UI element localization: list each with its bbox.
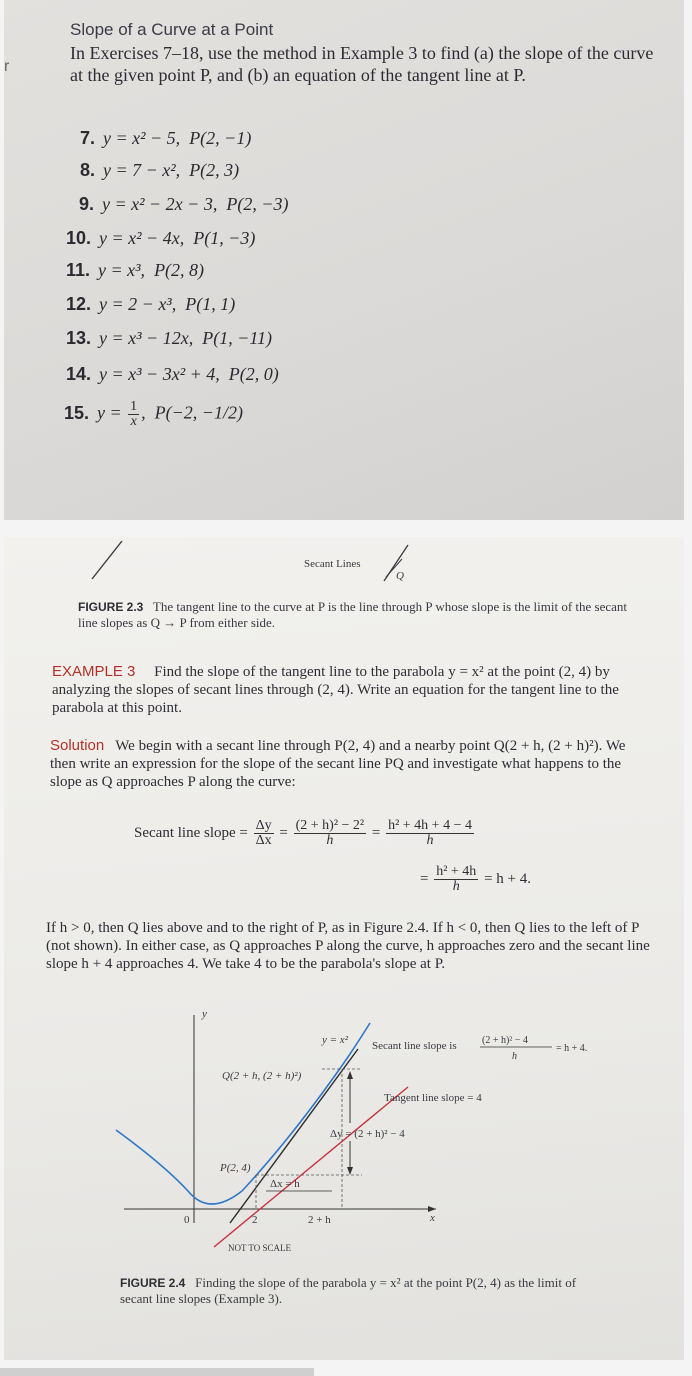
example-3-block (52, 663, 650, 717)
equation-lhs: Secant line slope (134, 824, 236, 841)
solution-label: Solution (50, 737, 105, 754)
secant-slope-equation (134, 819, 476, 848)
fraction-numerator: (2 + h)² − 2² (295, 818, 365, 833)
exercise-number: 14. (66, 364, 92, 384)
solution-text: We begin with a secant line through P(2, 4) and a nearby point Q(2 + h, (2 + h)²). We then write an expression for the slope of the secant line PQ and investigate what happens to the slope as Q approaches P along the curve: (50, 738, 626, 790)
fraction-numerator: h² + 4h (436, 864, 477, 879)
figure-2-3-label: FIGURE 2.3 (78, 600, 144, 614)
page-edge-mark: r (4, 58, 10, 75)
exercise-number: 13. (66, 328, 92, 348)
exercise-item (66, 260, 204, 281)
exercise-equation: y = 2 − x³, (99, 294, 177, 314)
equals-sign: = (371, 824, 381, 841)
dy-dx-fraction (254, 819, 274, 848)
fraction-denominator: Δx (255, 833, 272, 848)
fraction (128, 400, 139, 429)
fraction-numerator: h² + 4h + 4 − 4 (388, 818, 472, 833)
secant-fraction-numerator: (2 + h)² − 4 (482, 1035, 528, 1046)
exercise-item (66, 228, 255, 249)
equals-sign: = (420, 870, 429, 887)
textbook-photo-example (4, 537, 684, 1360)
fraction-denominator: x (130, 414, 137, 429)
exercise-item (66, 364, 279, 385)
exercise-instructions: In Exercises 7–18, use the method in Example 3 to find (a) the slope of the curve at the given point P, and (b) an equation of the tangent line at P. (70, 43, 654, 85)
difference-fraction (294, 819, 367, 848)
exercise-item (66, 328, 272, 349)
exercise-equation: y = x³, (98, 260, 146, 280)
exercise-equation: y = 7 − x², (103, 160, 181, 180)
equals-sign: = (239, 824, 248, 841)
figure-2-4-label: FIGURE 2.4 (120, 1276, 186, 1290)
x-tick-2-plus-h: 2 + h (308, 1214, 331, 1226)
exercise-point: P(−2, −1/2) (154, 402, 243, 423)
secant-fraction-denominator: h (512, 1051, 517, 1062)
curve-label: y = x² (322, 1034, 348, 1046)
exercise-item (80, 128, 251, 149)
exercise-point: P(1, 1) (185, 294, 236, 314)
fraction-numerator: 1 (130, 399, 138, 414)
exercise-number: 8. (80, 160, 96, 180)
equation-result: = h + 4. (484, 870, 531, 887)
not-to-scale-note: NOT TO SCALE (228, 1243, 292, 1253)
textbook-photo-exercises (4, 0, 684, 520)
exercise-point: P(2, −1) (189, 128, 252, 148)
analysis-paragraph: If h > 0, then Q lies above and to the right of P, as in Figure 2.4. If h < 0, then Q lies to the left of P (not shown). In either case, as Q approaches P along the curve, h approaches zero and the secant line slope h + 4 approaches 4. We take 4 to be the parabola's slope at P. (46, 920, 650, 972)
secant-slope-label: Secant line slope is (372, 1040, 457, 1052)
exercise-equation: y = x² − 4x, (99, 228, 185, 248)
exercise-number: 7. (80, 128, 96, 148)
exercise-equation: y = x³ − 3x² + 4, (99, 364, 220, 384)
section-title: Slope of a Curve at a Point (70, 20, 274, 39)
exercise-item (66, 294, 235, 315)
secant-lines-label: Secant Lines (304, 558, 361, 570)
example-text: Find the slope of the tangent line to the parabola y = x² at the point (2, 4) by analyzing the slopes of secant lines through (2, 4). Write an equation for the tangent line to the parabola at this point. (52, 664, 619, 716)
exercise-number: 11. (66, 260, 91, 280)
delta-y-arrowhead-up (347, 1071, 353, 1079)
exercise-point: P(2, −3) (226, 194, 289, 214)
point-p-label: P(2, 4) (220, 1162, 251, 1174)
exercise-number: 12. (66, 294, 92, 314)
figure-2-3-caption (78, 599, 638, 631)
exercise-equation: y = x² − 2x − 3, (102, 194, 218, 214)
exercise-point: P(2, 0) (228, 364, 279, 384)
fraction-denominator: h (426, 833, 434, 848)
point-q-label: Q (396, 570, 404, 582)
exercise-number: 9. (79, 194, 95, 214)
equals-sign: = (279, 824, 288, 841)
exercise-number: 15. (64, 402, 90, 423)
figure-2-4-caption (120, 1275, 610, 1307)
bottom-strip (0, 1368, 314, 1376)
secant-slope-equation-line2 (420, 865, 531, 894)
exercise-equation: y = x² − 5, (103, 128, 181, 148)
exercise-point: P(1, −3) (193, 228, 256, 248)
figure-2-3-caption-text: The tangent line to the curve at P is the line through P whose slope is the limit of the secant line slopes as Q → P from either side. (78, 599, 628, 630)
fraction-denominator: h (326, 833, 334, 848)
exercise-item (80, 160, 239, 181)
delta-y-arrowhead-down (347, 1167, 353, 1175)
exercise-point: P(2, 8) (154, 260, 205, 280)
figure-2-4-caption-text: Finding the slope of the parabola y = x² at the point P(2, 4) as the limit of secant line slopes (Example 3). (120, 1275, 577, 1306)
origin-label: 0 (184, 1214, 190, 1226)
exercise-equation-suffix: , (141, 402, 146, 423)
y-axis-label: y (202, 1008, 207, 1020)
exercise-equation: y = x³ − 12x, (99, 328, 194, 348)
simplified-fraction (434, 865, 478, 894)
delta-y-label: Δy = (2 + h)² − 4 (330, 1128, 405, 1140)
figure-2-4-graph (4, 995, 684, 1315)
exercise-equation-prefix: y = (97, 402, 122, 423)
x-axis-label: x (430, 1212, 435, 1224)
tangent-slope-label: Tangent line slope = 4 (384, 1092, 482, 1104)
fraction-denominator: h (452, 879, 460, 894)
exercise-item (79, 194, 288, 215)
fraction-numerator: Δy (255, 818, 272, 833)
exercise-number: 10. (66, 228, 92, 248)
solution-block (50, 737, 650, 791)
tangent-line-fragment (92, 541, 122, 579)
parabola-curve (116, 1023, 370, 1204)
x-tick-2: 2 (252, 1214, 258, 1226)
exercise-point: P(1, −11) (202, 328, 272, 348)
delta-x-label: Δx = h (270, 1178, 300, 1190)
expanded-fraction (386, 819, 474, 848)
point-q-label: Q(2 + h, (2 + h)²) (222, 1070, 302, 1082)
figure-2-3-fragment (4, 537, 684, 597)
exercise-item (64, 400, 243, 429)
secant-result: = h + 4. (556, 1043, 588, 1054)
example-label: EXAMPLE 3 (52, 663, 136, 680)
exercise-point: P(2, 3) (189, 160, 240, 180)
